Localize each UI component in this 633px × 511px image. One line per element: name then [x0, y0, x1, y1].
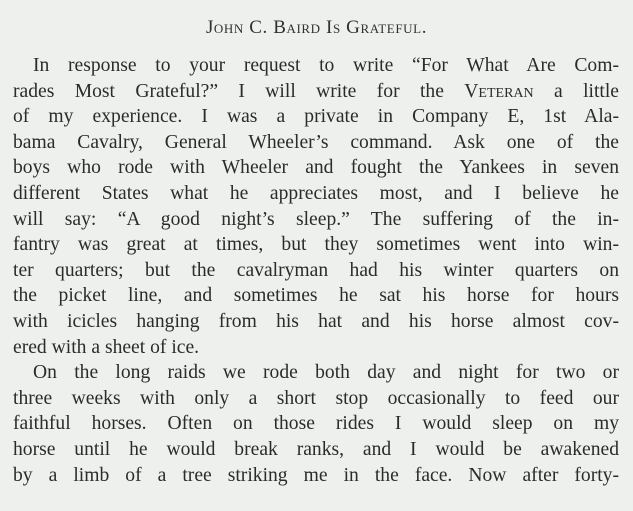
text-line: ter quarters; but the cavalryman had his winter quarters on	[13, 259, 619, 281]
paragraph	[13, 53, 619, 360]
text-line: In response to your request to write “For What Are Com-	[33, 55, 619, 76]
text-line: of my experience. I was a private in Company E, 1st Ala-	[13, 106, 619, 128]
text-line: three weeks with only a short stop occasionally to feed our	[13, 387, 619, 409]
article-body	[13, 53, 619, 488]
text-line: bama Cavalry, General Wheeler’s command. Ask one of the	[13, 131, 619, 153]
text-line: fantry was great at times, but they sometimes went into win-	[13, 234, 619, 256]
text-line: ered with a sheet of ice.	[13, 336, 200, 358]
text-line: horse until he would break ranks, and I would be awakened	[13, 438, 619, 460]
text-line: On the long raids we rode both day and night for two or	[33, 362, 619, 384]
text-line: boys who rode with Wheeler and fought the Yankees in seven	[13, 157, 619, 179]
text-line: different States what he appreciates most, and I believe he	[13, 182, 619, 204]
text-line: by a limb of a tree striking me in the face. Now after forty-	[13, 464, 619, 486]
text-line: the picket line, and sometimes he sat his horse for hours	[13, 285, 619, 307]
text-line: rades Most Grateful?” I will write for the Veteran a little	[13, 80, 619, 102]
article-title: John C. Baird Is Grateful.	[205, 17, 428, 38]
paragraph	[13, 360, 619, 488]
text-line: with icicles hanging from his hat and his horse almost cov-	[13, 310, 619, 332]
text-line: will say: “A good night’s sleep.” The suffering of the in-	[13, 208, 619, 230]
text-line: faithful horses. Often on those rides I would sleep on my	[13, 413, 619, 435]
publication-name: Veteran	[464, 80, 534, 102]
